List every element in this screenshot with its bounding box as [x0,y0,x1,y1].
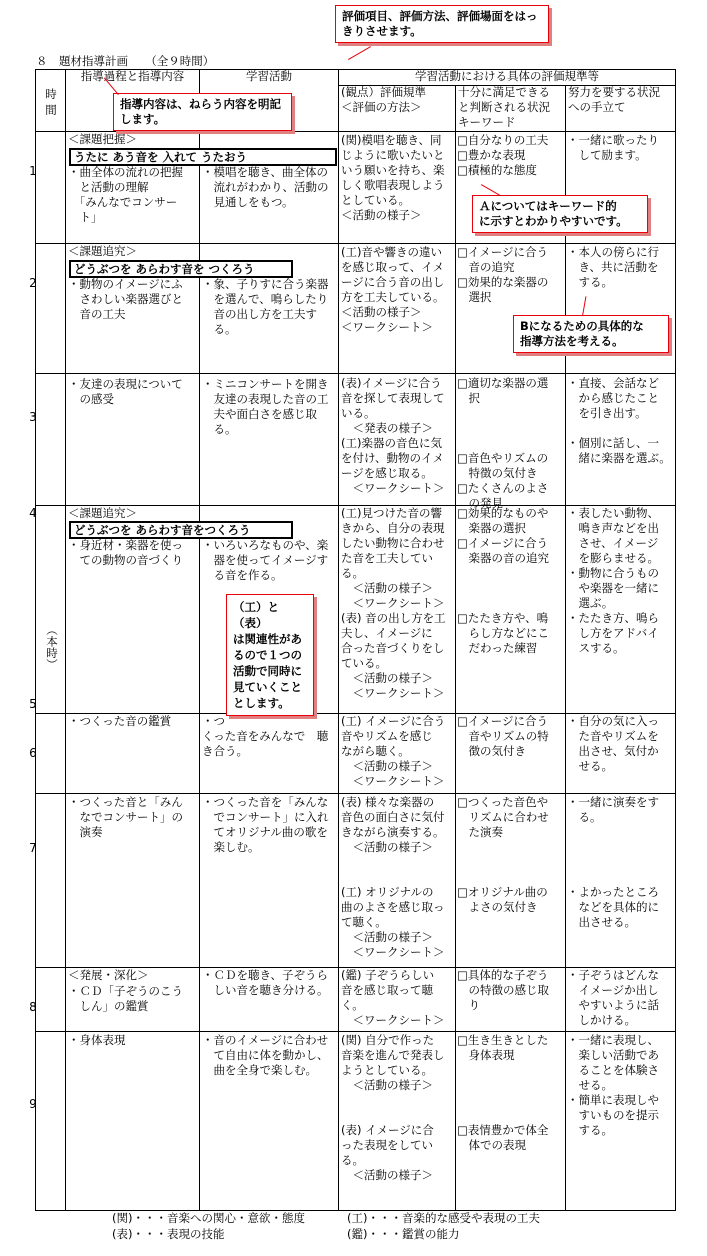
content-cell: ・つくった音と「みん なでコンサート」の 演奏 [68,795,183,839]
callout-tail [582,296,586,316]
support-cell: ・自分の気に入っ た音やリズムを 出させ、気付か せる。 [567,714,659,773]
keyword-cell: □イメージに合う 音の追究 □効果的な楽器の 選択 [457,245,549,304]
keyword-cell: □自分なりの工夫 □豊かな表現 □積極的な態度 [457,133,549,177]
criteria-cell: (工)見つけた音の響 きから、自分の表現 したい動物に合わせ た音を工夫してい る。 ＜活動の様子＞ ＜ワークシート＞ (表) 音の出し方を工 夫し、イメージに 合った音づくりをし ている。 ＜活動の様子＞ ＜ワークシート＞ [341,506,446,700]
criteria-cell: (鑑) 子ぞうらしい 音を感じ取って聴 く。 ＜ワークシート＞ [341,968,445,1027]
support-cell: ・一緒に演奏をす る。 ・よかったところ などを具体的に 出させる。 [567,795,659,929]
stage-label: ＜発展・深化＞ [68,968,149,982]
hour-number: 6 [29,746,37,760]
activity-cell: ・つ くった音をみんなで 聴 き合う。 [202,714,329,758]
hour-number: 7 [29,841,37,855]
theme-box: どうぶつを あらわす音をつくろう [69,521,293,539]
callout-support: Bになるための具体的な 指導方法を考える。 [513,315,669,353]
support-cell: ・本人の傍らに行 き、共に活動を する。 [567,245,659,289]
support-cell: ・直接、会話など から感じたこと を引き出す。 ・個別に話し、一 緒に楽器を選ぶ。 [567,376,671,465]
hour-number: 4 [29,506,37,520]
header-support: 努力を要する状況 への手立て [568,85,660,114]
header-activity: 学習活動 [246,69,292,83]
callout-keyword: Ａについてはキーワード的 に示すとわかりやすいです。 [472,195,648,233]
legend-hyo: (表)・・・表現の技能 [112,1227,225,1241]
content-cell: ・曲全体の流れの把握 と活動の理解 「みんなでコンサー ト」 [68,165,183,224]
theme-box: どうぶつを あらわす音を つくろう [69,260,293,278]
content-cell: ・身近材・楽器を使っ ての動物の音づくり [68,538,183,567]
support-cell: ・表したい動物、 鳴き声などを出 させ、イメージ を膨らませる。 ・動物に合うもの や楽器を一緒に 選ぶ。 ・たたき方、鳴ら し方をアドバイ スする。 [567,506,659,655]
callout-tail [348,46,371,60]
activity-cell: ・模唱を聴き、曲全体の 流れがわかり、活動の 見通しをもつ。 [202,165,329,209]
criteria-cell: (表) 様々な楽器の 音色の面白さに気付 きながら演奏する。 ＜活動の様子＞ (工) オリジナルの 曲のよさを感じ取っ て聴く。 ＜活動の様子＞ ＜ワークシート＞ [341,795,445,959]
activity-cell: ・音のイメージに合わせ て自由に体を動かし、 曲を全身で楽しむ。 [202,1033,329,1077]
theme-box: うたに あう音を 入れて うたおう [69,148,337,166]
activity-cell: ・ミニコンサートを開き 友達の表現した音の工 夫や面白さを感じ取 る。 [202,377,329,436]
hour-number: 9 [29,1097,37,1111]
header-content: 指導過程と指導内容 [80,69,185,83]
content-cell: ・友達の表現について の感受 [68,377,183,406]
hour-number: 1 [29,164,37,178]
activity-cell: ・象、子りすに合う楽器 を選んで、鳴らしたり 音の出し方を工夫す る。 [202,277,329,336]
criteria-cell: (表)イメージに合う 音を探して表現して いる。 ＜発表の様子＞ (工)楽器の音色に気 を付け、動物のイメ ージを感じ取る。 ＜ワークシート＞ [341,376,445,495]
criteria-cell: (工)音や響きの違い を感じ取って、イメ ージに合う音の出し 方を工夫している。 ＜活動の様子＞ ＜ワークシート＞ [341,245,445,334]
content-cell: ・つくった音の鑑賞 [68,714,172,728]
support-cell: ・一緒に歌ったり して励ます。 [567,133,659,162]
header-eval-group: 学習活動における具体の評価規準等 [415,69,599,83]
legend-kan: (関)・・・音楽への関心・意欲・態度 [112,1211,305,1225]
keyword-cell: □効果的なものや 楽器の選択 □イメージに合う 楽器の音の追究 □たたき方や、鳴 らし方などにこ だわった練習 [457,506,549,655]
activity-cell: ・つくった音を「みんな でコンサート」に入れ てオリジナル曲の歌を 楽しむ。 [202,795,329,854]
page-title: ８ 題材指導計画 （全９時間） [36,54,215,68]
stage-label: ＜課題把握＞ [68,132,137,146]
header-keyword: 十分に満足できる と判断される状況 キーワード [458,85,550,129]
callout-content: 指導内容は、ねらう内容を明記 します。 [113,93,292,131]
callout-evaluation: 評価項目、評価方法、評価場面をはっ きりさせます。 [335,5,549,43]
header-criteria: (観点）評価規準 ＜評価の方法＞ [341,85,426,114]
content-cell: ・身体表現 [68,1033,126,1047]
support-cell: ・子ぞうはどんな イメージか出し やすいように話 しかける。 [567,968,659,1027]
activity-cell: ・ＣＤを聴き、子ぞうら しい音を聴き分ける。 [202,968,329,997]
keyword-cell: □具体的な子ぞう の特徴の感じ取 り [457,968,549,1012]
stage-label: ＜課題追究＞ [68,244,137,258]
callout-related: （工）と（表） は関連性があ るので１つの 活動で同時に 見ていくこと とします。 [226,594,314,716]
hour-number: 3 [29,410,37,424]
hour-note: （本時） [45,624,59,670]
criteria-cell: (工) イメージに合う 音やリズムを感じ ながら聴く。 ＜活動の様子＞ ＜ワークシート＞ [341,714,446,788]
criteria-cell: (関) 自分で作った 音楽を進んで発表し ようとしている。 ＜活動の様子＞ (表) イメージに合 った表現をしてい る。 ＜活動の様子＞ [341,1033,445,1182]
support-cell: ・一緒に表現し、 楽しい活動であ ることを体験さ せる。 ・簡単に表現しや すいものを提示 する。 [567,1033,659,1137]
keyword-cell: □つくった音色や リズムに合わせ た演奏 □オリジナル曲の よさの気付き [457,795,549,914]
legend-ko: (工)・・・音楽的な感受や表現の工夫 [347,1211,540,1225]
hour-number: 8 [29,1000,37,1014]
hour-number: 5 [29,697,37,711]
header-hour: 時 間 [45,87,57,117]
keyword-cell: □イメージに合う 音やリズムの特 徴の気付き [457,714,549,758]
legend-kansho: (鑑)・・・鑑賞の能力 [347,1227,460,1241]
hour-number: 2 [29,276,37,290]
activity-cell: ・いろいろなものや、楽 器を使ってイメージす る音を作る。 [202,538,329,582]
keyword-cell: □適切な楽器の選 択 □音色やリズムの 特徴の気付き □たくさんのよさ の発見 [457,376,549,510]
content-cell: ・動物のイメージにふ さわしい楽器選びと 音の工夫 [68,277,183,321]
content-cell: ・ＣＤ「子ぞうのこう しん」の鑑賞 [68,984,183,1013]
stage-label: ＜課題追究＞ [68,506,137,520]
criteria-cell: (関)模唱を聴き、同 じように歌いたいと いう願いを持ち、楽 しく歌唱表現しよう としている。 ＜活動の様子＞ [341,133,445,222]
keyword-cell: □生き生きとした 身体表現 □表情豊かで体全 体での表現 [457,1033,549,1152]
